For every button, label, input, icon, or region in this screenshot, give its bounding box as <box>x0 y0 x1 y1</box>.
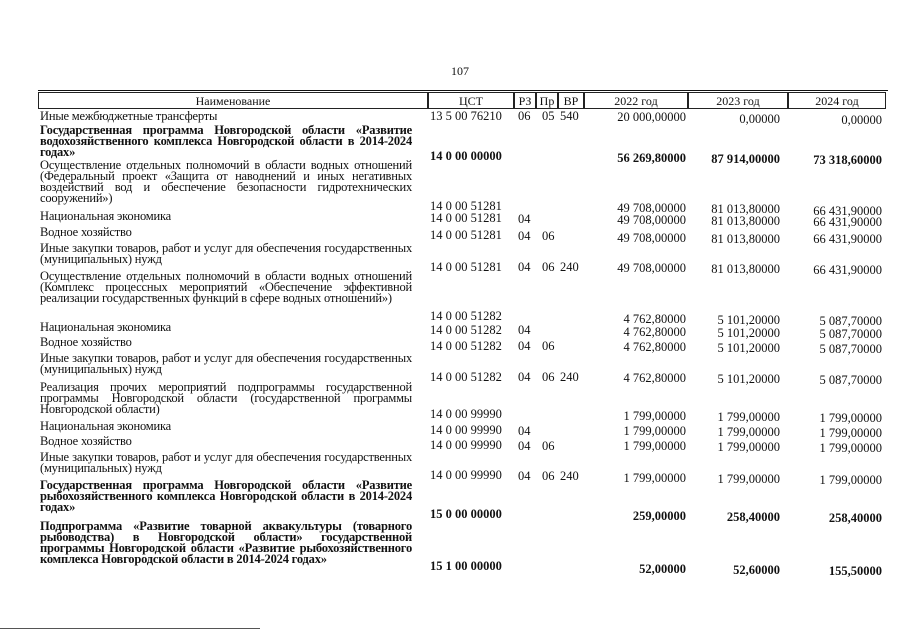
row-cst: 14 0 00 51281 <box>430 199 502 213</box>
row-2023: 5 101,20000 <box>717 341 780 355</box>
row-2022: 49 708,00000 <box>617 231 686 245</box>
row-vr: 240 <box>560 469 579 483</box>
row-name: Подпрограмма «Развитие товарной аквакультуры (товарного рыбоводства) в Новгородской области» государственной программы Новгородской области «Развитие рыбохозяйственного комплекса Новгородской области в 2014-2024 годах» <box>40 519 412 566</box>
row-2024: 66 431,90000 <box>813 215 882 229</box>
row-2024: 1 799,00000 <box>819 441 882 455</box>
row-name: Реализация прочих мероприятий подпрограммы государственной программы Новгородской области (государственной программы Новгородской области) <box>40 380 412 416</box>
row-2024: 0,00000 <box>841 113 882 127</box>
row-cst: 14 0 00 51281 <box>430 211 502 225</box>
row-2022: 49 708,00000 <box>617 261 686 275</box>
row-cst: 15 0 00 00000 <box>430 507 502 521</box>
row-name: Иные межбюджетные трансферты <box>40 109 218 123</box>
row-name: Государственная программа Новгородской области «Развитие рыбохозяйственного комплекса Новгородской области в 2014-2024 годах» <box>40 478 412 514</box>
row-2022: 4 762,80000 <box>623 371 686 385</box>
row-2024: 66 431,90000 <box>813 232 882 246</box>
row-2024: 66 431,90000 <box>813 263 882 277</box>
row-vr: 540 <box>560 109 579 123</box>
row-rz: 04 <box>518 424 531 438</box>
row-cst: 14 0 00 51282 <box>430 339 502 353</box>
row-2022: 259,00000 <box>632 509 686 523</box>
row-2022: 1 799,00000 <box>623 424 686 438</box>
row-name: Водное хозяйство <box>40 434 132 448</box>
row-rz: 04 <box>518 212 531 226</box>
row-2023: 5 101,20000 <box>717 326 780 340</box>
row-2023: 87 914,00000 <box>711 152 780 166</box>
row-cst: 14 0 00 51282 <box>430 309 502 323</box>
row-name: Осуществление отдельных полномочий в области водных отношений (Федеральный проект «Защита от наводнений и иных негативных воздействий вод и обеспечение безопасности гидротехнических сооружений») <box>40 158 412 205</box>
row-2023: 81 013,80000 <box>711 214 780 228</box>
row-name: Иные закупки товаров, работ и услуг для обеспечения государственных (муниципальных) нужд <box>40 241 412 266</box>
row-name: Национальная экономика <box>40 419 171 433</box>
table-header <box>38 92 886 110</box>
row-rz: 04 <box>518 439 531 453</box>
row-2024: 1 799,00000 <box>819 473 882 487</box>
row-pr: 05 <box>542 109 555 123</box>
row-2024: 155,50000 <box>828 564 882 578</box>
row-cst: 14 0 00 00000 <box>430 149 502 163</box>
row-2022: 20 000,00000 <box>617 110 686 124</box>
row-2023: 5 101,20000 <box>717 372 780 386</box>
row-name: Осуществление отдельных полномочий в области водных отношений (Комплекс процессных мероприятий «Обеспечение эффективной реализации государственных функций в сфере водных отношений») <box>40 269 412 305</box>
row-2023: 81 013,80000 <box>711 262 780 276</box>
row-pr: 06 <box>542 370 555 384</box>
row-2023: 1 799,00000 <box>717 410 780 424</box>
row-2023: 52,60000 <box>733 563 780 577</box>
row-cst: 13 5 00 76210 <box>430 109 502 123</box>
row-cst: 14 0 00 99990 <box>430 468 502 482</box>
row-cst: 14 0 00 51282 <box>430 323 502 337</box>
row-rz: 04 <box>518 323 531 337</box>
row-2024: 1 799,00000 <box>819 426 882 440</box>
row-2022: 49 708,00000 <box>617 213 686 227</box>
row-rz: 04 <box>518 469 531 483</box>
row-2022: 4 762,80000 <box>623 340 686 354</box>
header-top-rule <box>38 90 888 91</box>
row-2022: 1 799,00000 <box>623 471 686 485</box>
row-vr: 240 <box>560 370 579 384</box>
row-pr: 06 <box>542 469 555 483</box>
header-name: Наименование <box>38 92 428 109</box>
header-2023: 2023 год <box>688 92 788 109</box>
row-2022: 56 269,80000 <box>617 151 686 165</box>
row-rz: 04 <box>518 370 531 384</box>
row-2024: 73 318,60000 <box>813 153 882 167</box>
row-2024: 258,40000 <box>828 511 882 525</box>
row-2022: 49 708,00000 <box>617 201 686 215</box>
row-2022: 52,00000 <box>639 562 686 576</box>
header-pr: Пр <box>536 92 558 109</box>
row-2023: 81 013,80000 <box>711 202 780 216</box>
row-2023: 258,40000 <box>726 510 780 524</box>
row-2024: 5 087,70000 <box>819 327 882 341</box>
row-2023: 5 101,20000 <box>717 313 780 327</box>
row-cst: 14 0 00 99990 <box>430 438 502 452</box>
row-rz: 04 <box>518 229 531 243</box>
row-cst: 14 0 00 51281 <box>430 260 502 274</box>
header-rz: РЗ <box>514 92 536 109</box>
row-2022: 4 762,80000 <box>623 325 686 339</box>
header-2022: 2022 год <box>584 92 688 109</box>
row-vr: 240 <box>560 260 579 274</box>
header-2024: 2024 год <box>788 92 886 109</box>
row-2023: 1 799,00000 <box>717 425 780 439</box>
row-name: Государственная программа Новгородской области «Развитие водохозяйственного комплекса Новгородской области в 2014-2024 годах» <box>40 123 412 159</box>
row-name: Национальная экономика <box>40 209 171 223</box>
row-2024: 5 087,70000 <box>819 342 882 356</box>
row-name: Национальная экономика <box>40 320 171 334</box>
row-cst: 14 0 00 99990 <box>430 407 502 421</box>
row-cst: 14 0 00 51282 <box>430 370 502 384</box>
row-rz: 04 <box>518 260 531 274</box>
row-name: Иные закупки товаров, работ и услуг для обеспечения государственных (муниципальных) нужд <box>40 450 412 475</box>
row-name: Водное хозяйство <box>40 225 132 239</box>
row-2023: 1 799,00000 <box>717 440 780 454</box>
row-2024: 5 087,70000 <box>819 314 882 328</box>
row-pr: 06 <box>542 339 555 353</box>
row-pr: 06 <box>542 439 555 453</box>
row-2023: 0,00000 <box>739 112 780 126</box>
row-rz: 04 <box>518 339 531 353</box>
row-cst: 14 0 00 99990 <box>430 423 502 437</box>
row-2023: 81 013,80000 <box>711 232 780 246</box>
row-2024: 66 431,90000 <box>813 204 882 218</box>
header-vr: ВР <box>558 92 584 109</box>
row-cst: 14 0 00 51281 <box>430 228 502 242</box>
header-cst: ЦСТ <box>428 92 514 109</box>
row-2022: 1 799,00000 <box>623 409 686 423</box>
page-number: 107 <box>451 64 469 78</box>
row-cst: 15 1 00 00000 <box>430 559 502 573</box>
row-2024: 5 087,70000 <box>819 373 882 387</box>
row-2023: 1 799,00000 <box>717 472 780 486</box>
row-pr: 06 <box>542 260 555 274</box>
row-rz: 06 <box>518 109 531 123</box>
row-2024: 1 799,00000 <box>819 411 882 425</box>
row-pr: 06 <box>542 229 555 243</box>
row-name: Иные закупки товаров, работ и услуг для обеспечения государственных (муниципальных) нужд <box>40 351 412 376</box>
scan-bottom-edge <box>0 628 260 629</box>
row-2022: 4 762,80000 <box>623 312 686 326</box>
row-2022: 1 799,00000 <box>623 439 686 453</box>
row-name: Водное хозяйство <box>40 335 132 349</box>
